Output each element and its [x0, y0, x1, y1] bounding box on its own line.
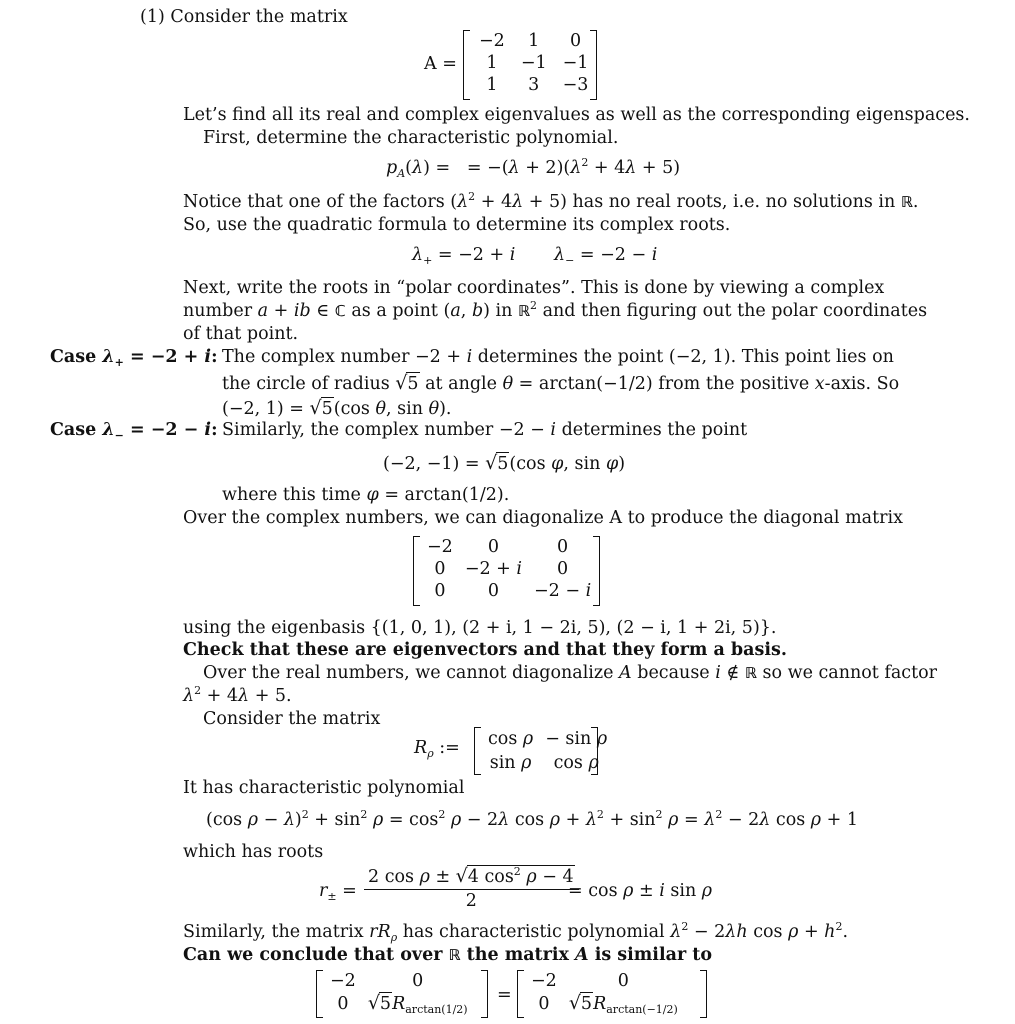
roots-formula-rhs: = cos ρ ± i sin ρ — [568, 881, 713, 901]
diagonal-matrix-cell: 0 — [434, 581, 446, 601]
final-matrix-2: −2 0 0 $√5R_{arctan(-1/2)}$ — [517, 970, 707, 1018]
roots-formula-lhs: $r_\pm$ = — [319, 881, 357, 903]
roots-formula-fraction: $\frac{2 \cos \rho \pm √4 \cos^2 \rho - 4}{2}$ — [364, 864, 579, 913]
diagonal-matrix-cell: −2 − i — [534, 581, 592, 601]
case2-equation: (−2, −1) = √5(cos φ, sin φ) — [383, 452, 626, 474]
final-equals: = — [497, 985, 512, 1005]
matrix-a-cell: −1 — [520, 53, 547, 73]
conclude-line: Can we conclude that over ℝ the matrix A is similar to — [183, 945, 713, 965]
matrix-a-cell: −3 — [562, 75, 589, 95]
rotation-char-poly: (cos $\rho - \lambda)^2 + \sin^2 \rho = \cos^2 \rho - 2\lambda$ $\cos \rho + \lambda^2 + \sin^2 \rho = \lambda^2 - 2\lambda$ cos ρ + 1 — [206, 808, 859, 830]
matrix-a-label: A = — [424, 54, 457, 74]
case2-line-2: where this time φ = arctan(1/2). — [222, 485, 510, 505]
rotation-matrix — [474, 727, 608, 775]
diagonal-matrix-cell: 0 — [557, 559, 569, 579]
matrix-a-cell: 3 — [528, 75, 540, 95]
check-line: Check that these are eigenvectors and that they form a basis. — [183, 640, 787, 660]
polar-line-2: number a + ib ∈ ℂ as a point (a, b) in ℝ$^2$ and then figuring out the polar coordinates — [183, 299, 928, 321]
diagonal-matrix-cell: 0 — [557, 537, 569, 557]
para-first: First, determine the characteristic polynomial. — [203, 128, 619, 148]
diagonal-matrix — [413, 536, 600, 606]
root-plus: $\lambda_+ = -2 + i$ — [412, 245, 516, 267]
diag-intro: Over the complex numbers, we can diagonalize A to produce the diagonal matrix — [183, 508, 903, 528]
matrix-a-cell: 1 — [486, 75, 498, 95]
matrix-a-cell: 0 — [569, 31, 582, 51]
eigenbasis-line: using the eigenbasis {(1, 0, 1), (2 + i, 1 − 2i, 5), (2 − i, 1 + 2i, 5)}. — [183, 618, 777, 638]
diagonal-matrix-cell: 0 — [434, 559, 446, 579]
char-poly-equation: $p_A(\lambda)$ = = $-(\lambda + 2)(\lambda^2 + 4\lambda + 5)$ — [386, 156, 681, 180]
diagonal-matrix-cell: −2 — [427, 537, 453, 557]
similarly-line: Similarly, the matrix $rR_\rho$ has characteristic polynomial $\lambda^2 - 2\lambda h$ $\cos \rho + h^2$. — [183, 920, 849, 944]
matrix-a-cell: 1 — [528, 31, 540, 51]
consider-rotation: Consider the matrix — [203, 709, 381, 729]
matrix-a — [463, 30, 597, 100]
rotation-matrix-cell: − sin ρ — [545, 729, 608, 749]
diagonal-matrix-cell: −2 + i — [464, 559, 523, 579]
polar-line-3: of that point. — [183, 324, 299, 344]
it-has-line: It has characteristic polynomial — [183, 778, 465, 798]
case1-line-3: (−2, 1) = √5(cos θ, sin θ). — [222, 397, 452, 419]
real-line-1: Over the real numbers, we cannot diagonalize A because i ∉ ℝ so we cannot factor — [203, 663, 938, 683]
matrix-a-cell: −1 — [562, 53, 589, 73]
intro-text: (1) Consider the matrix — [140, 7, 348, 27]
matrix-a-cell: 1 — [486, 53, 498, 73]
polar-line-1: Next, write the roots in “polar coordinates”. This is done by viewing a complex — [183, 278, 885, 298]
rotation-matrix-cell: sin ρ — [489, 753, 532, 773]
rotation-matrix-cell: cos ρ — [553, 753, 599, 773]
which-roots: which has roots — [183, 842, 324, 862]
final-matrix-1: −2 0 0 $√5R_{arctan(1/2)}$ — [316, 970, 488, 1018]
case2-line-1: Similarly, the complex number −2 − i determines the point — [222, 420, 748, 440]
case1-line-1: The complex number −2 + i determines the point (−2, 1). This point lies on — [222, 347, 894, 367]
para-find: Let’s find all its real and complex eigenvalues as well as the corresponding eigenspaces. — [183, 105, 970, 125]
diagonal-matrix-cell: 0 — [487, 537, 499, 557]
matrix-r-label: $R_\rho$ := — [414, 738, 460, 760]
case2-label: Case $\lambda_- = -2 - i$: — [50, 420, 218, 442]
case1-line-2: the circle of radius √5 at angle θ = arctan(−1/2) from the positive x-axis. So — [222, 372, 900, 394]
notice-line-1: Notice that one of the factors $(\lambda^2 + 4\lambda + 5)$ has no real roots, i.e. no solutions in ℝ. — [183, 190, 919, 212]
rotation-matrix-cell: cos ρ — [488, 729, 534, 749]
notice-line-2: So, use the quadratic formula to determine its complex roots. — [183, 215, 731, 235]
matrix-a-cell: −2 — [479, 31, 505, 51]
case1-label: Case $\lambda_+ = -2 + i$: — [50, 347, 218, 369]
diagonal-matrix-cell: 0 — [487, 581, 499, 601]
real-line-2: $\lambda^2 + 4\lambda + 5$. — [183, 684, 292, 706]
root-minus: $\lambda_- = -2 - i$ — [554, 245, 658, 267]
